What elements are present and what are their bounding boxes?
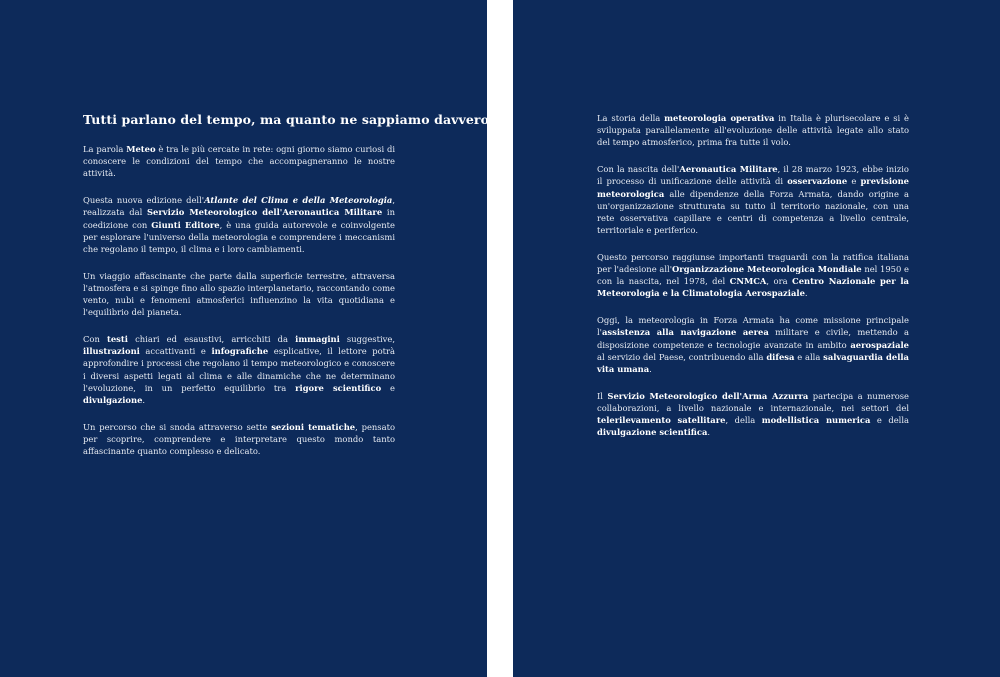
text-run: nel 1950 e con la nascita, nel 1978, del [597,264,909,287]
paragraph-meteo [83,143,395,180]
text-run: in Italia è plurisecolare e si è sviluppata parallelamente all'evoluzione delle attività legate allo stato del tempo atmosferico, prima fra tutte il volo. [597,113,909,148]
text-run: Questo percorso raggiunse importanti traguardi con la ratifica italiana per l'adesione all' [597,251,909,275]
text-run: , è una guida autorevole e coinvolgente per esplorare l'universo della meteorologia e comprendere i meccanismi che regolano il tempo, il clima e i loro cambiamenti. [83,219,395,254]
emphasis-centro-nazionale: Centro Nazionale per la Meteorologia e la Climatologia Aerospaziale [597,276,909,299]
paragraph-storia [597,112,909,149]
emphasis-previsione: previsione meteorologica [597,176,909,199]
emphasis-atlante-title: Atlante del Clima e della Meteorologia [204,195,393,206]
right-column [597,112,909,438]
text-run: e [381,382,396,393]
emphasis-arma-azzurra: Servizio Meteorologico dell'Arma Azzurra [607,390,809,401]
text-run: esplicative, il lettore potrà approfondire i processi che regolano il tempo meteorologico e conoscere i diversi aspetti legati al clima e alle dinamiche che ne determinano l'evoluzione, in un perfetto equilibrio tra [83,346,395,393]
text-run: in coedizione con [83,207,395,230]
text-run: è tra le più cercate in rete: ogni giorno siamo curiosi di conoscere le condizioni del tempo che accompagneranno le nostre attività. [83,144,395,179]
text-run: Un percorso che si snoda attraverso sette [83,421,272,432]
paragraph-percorso [83,421,395,458]
text-run: Questa nuova edizione dell' [83,195,205,206]
text-run: La parola [83,144,127,154]
text-run: La storia della [597,113,665,123]
emphasis-osservazione: osservazione [787,176,848,187]
paragraph-servizio [597,390,909,439]
emphasis-servizio: Servizio Meteorologico dell'Aeronautica Militare [147,207,383,218]
paragraph-viaggio: Un viaggio affascinante che parte dalla superficie terrestre, attraversa l'atmosfera e si spinge fino allo spazio interplanetario, raccontando come vento, nubi e fenomeni atmosferici influenzino la vita quotidiana e l'equilibrio del pianeta. [83,270,395,318]
emphasis-rigore: rigore scientifico [295,382,382,393]
text-run: alle dipendenze della Forza Armata, dando origine a un'organizzazione strutturata su tutto il territorio nazionale, con una rete osservativa capillare e centri di competenza a livello centrale, territoriale e periferico. [597,188,909,236]
text-run: Il [597,390,608,401]
emphasis-sezioni: sezioni tematiche [271,421,356,432]
text-run: accattivanti e [139,346,212,357]
paragraph-oggi [597,314,909,375]
text-run: , della [725,415,762,426]
emphasis-meteo: Meteo [126,144,156,154]
text-run: , ora [766,276,793,287]
text-run: e alla [794,351,824,362]
text-run: militare e civile, mettendo a disposizione competenze e tecnologie avanzate in ambito [597,327,909,350]
emphasis-modellistica: modellistica numerica [761,415,871,426]
emphasis-aerospaziale: aerospaziale [850,339,909,350]
text-run: Con la nascita dell' [597,164,680,175]
emphasis-assistenza: assistenza alla navigazione aerea [601,327,769,338]
emphasis-infografiche: infografiche [211,346,269,357]
text-run: . [142,394,146,405]
text-run: e [847,176,861,187]
emphasis-divulgazione: divulgazione [83,394,143,405]
paragraph-atlante [83,194,395,255]
text-run: Oggi, la meteorologia in Forza Armata ha come missione principale l' [597,315,909,338]
emphasis-cnmca: CNMCA [729,276,767,287]
text-run: . [804,288,808,299]
text-run: suggestive, [339,333,395,344]
text-run: , realizzata dal [83,195,395,218]
emphasis-divulgazione-scientifica: divulgazione scientifica [597,427,708,438]
emphasis-illustrazioni: illustrazioni [83,346,140,357]
text-run: , pensato per scoprire, comprendere e interpretare questo mondo tanto affascinante quanto complesso e delicato. [83,421,395,457]
emphasis-telerilevamento: telerilevamento satellitare [597,415,726,426]
emphasis-salvaguardia: salvaguardia della vita umana [597,351,909,374]
emphasis-meteorologia-operativa: meteorologia operativa [664,113,775,123]
page-heading: Tutti parlano del tempo, ma quanto ne sappiamo davvero? [83,112,497,127]
paragraph-nascita [597,163,909,236]
emphasis-testi: testi [106,333,128,344]
text-run: e della [870,415,909,426]
left-column [83,112,497,457]
emphasis-aeronautica: Aeronautica Militare [679,164,778,175]
paragraph-traguardi [597,251,909,300]
text-run: al servizio del Paese, contribuendo alla [597,351,767,362]
text-run: , il 28 marzo 1923, ebbe inizio il processo di unificazione delle attività di [597,164,909,187]
text-run: Con [83,333,107,344]
text-run: partecipa a numerose collaborazioni, a livello nazionale e internazionale, nei settori del [597,390,910,413]
emphasis-immagini: immagini [295,333,340,344]
emphasis-difesa: difesa [766,351,795,362]
right-page [513,0,1000,677]
text-run: . [649,363,652,374]
left-page [0,0,497,677]
paragraph-testi [83,333,395,406]
emphasis-giunti: Giunti Editore [151,219,220,230]
text-run: . [707,427,711,438]
text-run: chiari ed esaustivi, arricchiti da [127,333,296,344]
emphasis-omm: Organizzazione Meteorologica Mondiale [672,264,862,275]
